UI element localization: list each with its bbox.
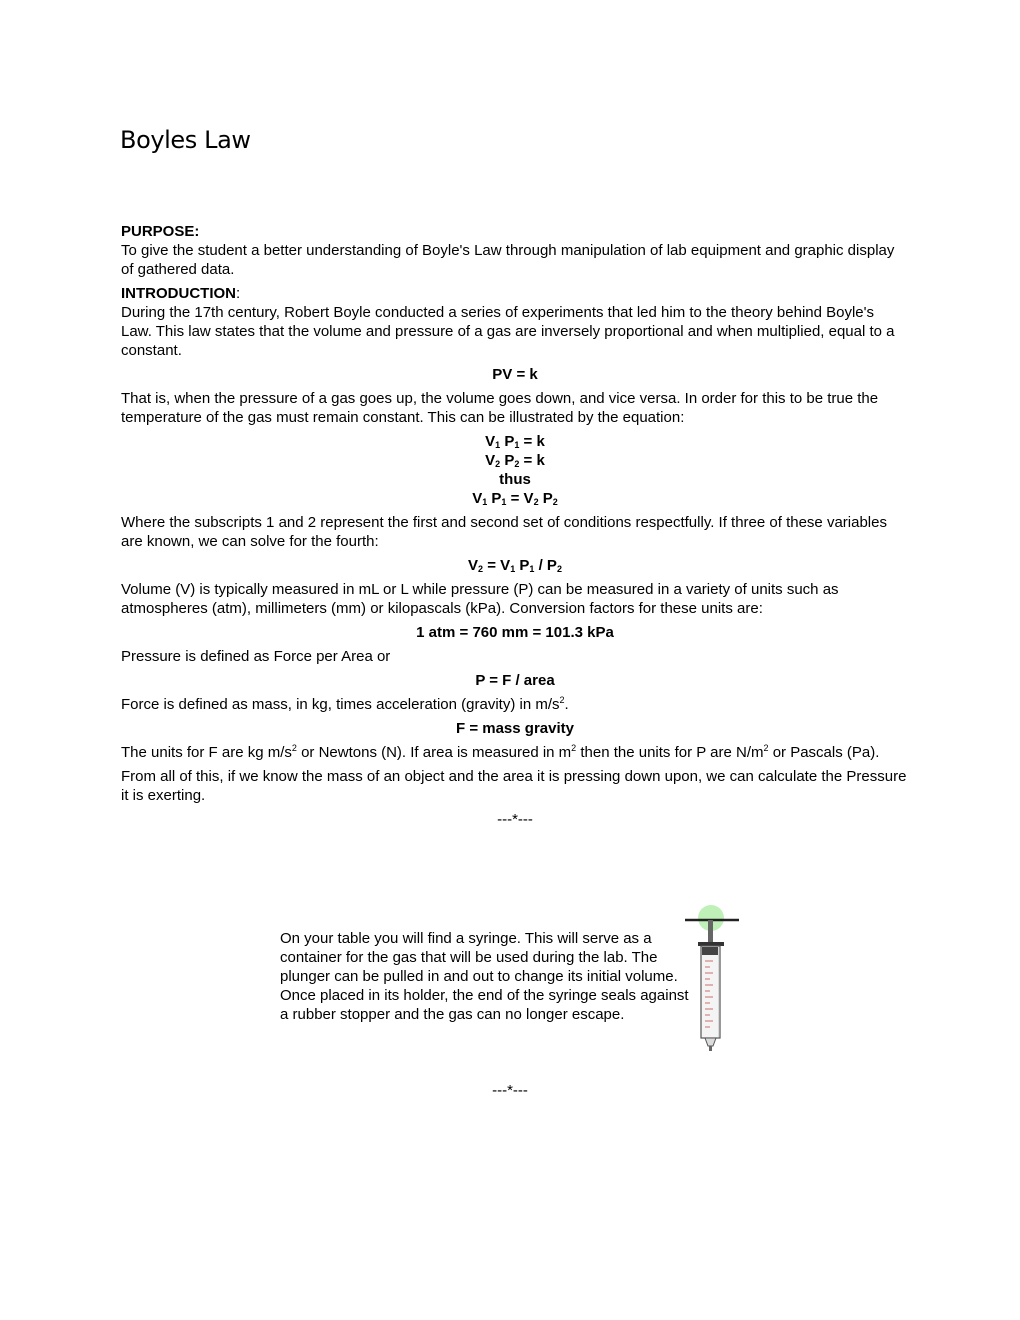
equation-pv-k: PV = k	[492, 366, 538, 383]
syringe-icon	[683, 905, 743, 1055]
introduction-paragraph-2: That is, when the pressure of a gas goes up, the volume goes down, and vice versa. In order for this to be true the temperature of the gas must remain constant. This can be illustrated by the equation:	[121, 390, 879, 426]
introduction-paragraph-3: Where the subscripts 1 and 2 represent the first and second set of conditions respectfully. If three of these variables are known, we can solve for the fourth:	[121, 514, 887, 550]
equation-v2-solve: $V_2 = V_1$ $P_1 / P_2$	[468, 557, 562, 574]
equation-conversion: 1 atm = 760 mm = 101.3 kPa	[416, 624, 614, 641]
equation-block	[121, 432, 909, 508]
equation-pressure: P = F / area	[475, 672, 555, 689]
document-body	[121, 222, 909, 829]
introduction-paragraph-4: Volume (V) is typically measured in mL or L while pressure (P) can be measured in a variety of units such as atmospheres (atm), millimeters (mm) or kilopascals (kPa). Conversion factors for these units are:	[121, 581, 839, 617]
introduction-heading-line	[121, 284, 909, 303]
equation-v2p2-k: $V_2$ $P_2 = k$	[485, 452, 545, 469]
document-title: Boyles Law	[120, 126, 251, 154]
purpose-heading: PURPOSE:	[121, 223, 200, 240]
introduction-paragraph-5: Pressure is defined as Force per Area or	[121, 648, 391, 665]
introduction-paragraph-8: From all of this, if we know the mass of an object and the area it is pressing down upon, we can calculate the Pressure it is exerting.	[121, 768, 907, 804]
introduction-paragraph-7: The units for F are kg $m/s^2$ or Newtons (N). If area is measured in $m^2$ then the units for P are $N/m^2$ or Pascals (Pa).	[121, 743, 880, 761]
equation-force: F = mass gravity	[456, 720, 574, 737]
introduction-paragraph-6: Force is defined as mass, in kg, times acceleration (gravity) in $m/s^2$.	[121, 695, 569, 713]
purpose-text: To give the student a better understanding of Boyle's Law through manipulation of lab equipment and graphic display of gathered data.	[121, 242, 895, 278]
equation-thus: thus	[499, 471, 531, 488]
equation-v1p1-v2p2: $V_1$ $P_1 = V_2$ $P_2$	[472, 490, 558, 507]
introduction-paragraph-1: During the 17th century, Robert Boyle conducted a series of experiments that led him to the theory behind Boyle's Law. This law states that the volume and pressure of a gas are inversely proportional and when multiplied, equal to a constant.	[121, 304, 895, 359]
introduction-heading: INTRODUCTION	[121, 285, 236, 302]
separator-bottom: ---*---	[492, 1082, 528, 1099]
equation-v1p1-k: $V_1$ $P_1 = k$	[485, 433, 545, 450]
separator-top: ---*---	[497, 811, 533, 828]
syringe-description: On your table you will find a syringe. This will serve as a container for the gas that will be used during the lab. The plunger can be pulled in and out to change its initial volume. Once placed in its holder, the end of the syringe seals against a rubber stopper and the gas can no longer escape.	[280, 930, 689, 1023]
introduction-colon: :	[236, 285, 241, 302]
